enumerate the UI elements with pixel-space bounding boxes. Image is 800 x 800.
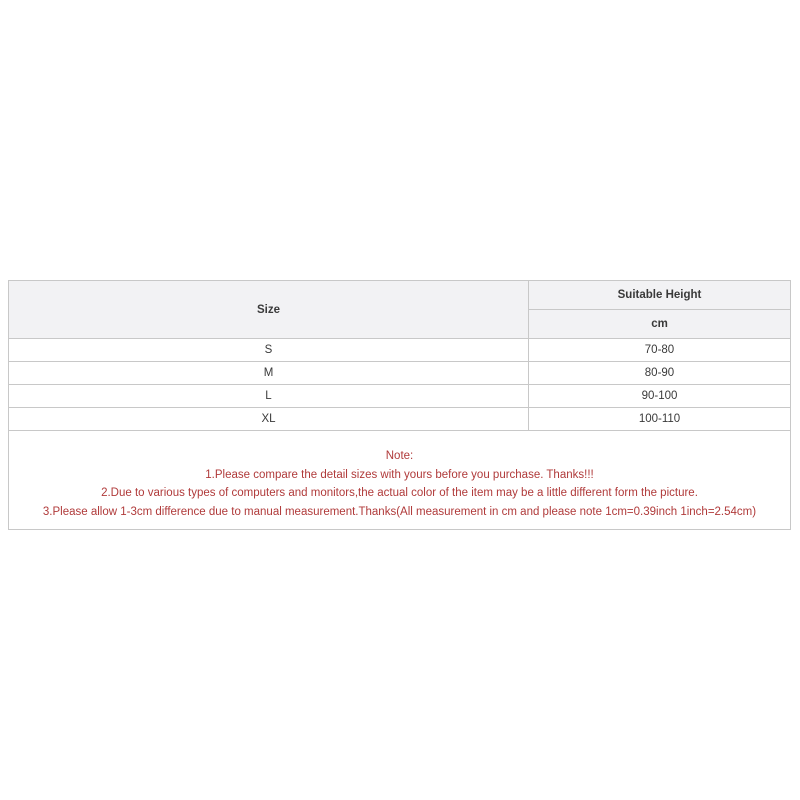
height-cell: 70-80 <box>529 339 791 362</box>
table-row <box>9 362 791 385</box>
note-line-2: 2.Due to various types of computers and monitors,the actual color of the item may be a little different form the picture. <box>101 487 698 499</box>
note-line-1: 1.Please compare the detail sizes with yours before you purchase. Thanks!!! <box>205 468 594 481</box>
notes-cell <box>9 431 791 530</box>
height-cell: 80-90 <box>529 362 791 385</box>
size-chart-table <box>8 280 791 530</box>
table-row <box>9 408 791 431</box>
height-unit-header: cm <box>529 310 791 339</box>
size-cell: S <box>9 339 529 362</box>
table-row <box>9 385 791 408</box>
height-cell: 100-110 <box>529 408 791 431</box>
notes-row <box>9 431 791 530</box>
suitable-height-column-header: Suitable Height <box>529 281 791 310</box>
size-cell: M <box>9 362 529 385</box>
note-line-3: 3.Please allow 1-3cm difference due to manual measurement.Thanks(All measurement in cm and please note 1cm=0.39inch 1inch=2.54cm) <box>42 505 757 518</box>
table-row <box>9 339 791 362</box>
height-cell: 90-100 <box>529 385 791 408</box>
size-cell: XL <box>9 408 529 431</box>
table-header-row <box>9 281 791 310</box>
size-cell: L <box>9 385 529 408</box>
size-column-header: Size <box>9 281 529 339</box>
note-title: Note: <box>385 450 414 462</box>
